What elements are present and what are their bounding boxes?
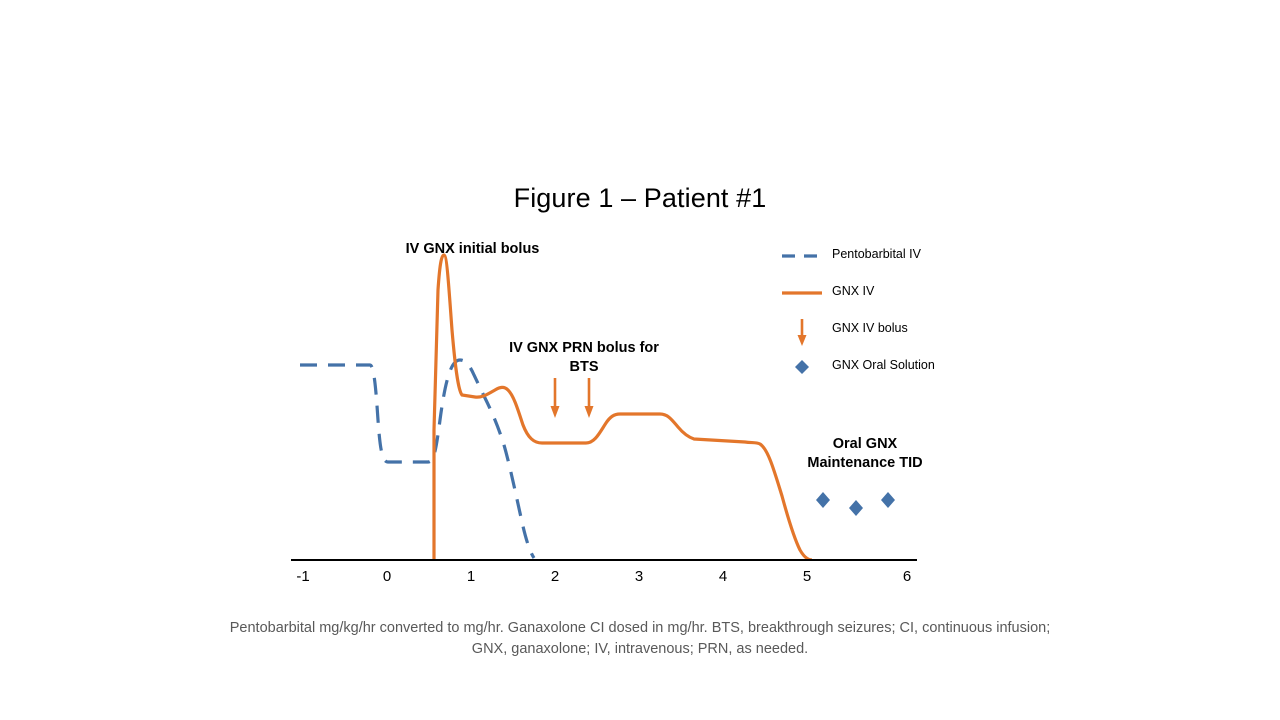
x-tick-label: 1 [466, 568, 476, 585]
legend-item-gnx-iv-bolus [780, 318, 980, 355]
x-tick-label: 0 [382, 568, 392, 585]
diamond-icon [780, 355, 824, 379]
gnx-iv-bolus-arrow-1 [551, 378, 560, 418]
x-tick-label: 5 [802, 568, 812, 585]
x-tick-label: -1 [296, 568, 310, 585]
legend-label: GNX Oral Solution [832, 358, 935, 372]
gnx-iv-bolus-arrow-2 [585, 378, 594, 418]
legend-label: GNX IV bolus [832, 321, 908, 335]
legend-item-pentobarbital-iv [780, 244, 980, 281]
x-tick-label: 4 [718, 568, 728, 585]
chart-legend [780, 244, 980, 392]
down-arrow-icon [780, 318, 824, 342]
x-tick-label: 2 [550, 568, 560, 585]
figure-caption: Pentobarbital mg/kg/hr converted to mg/hr. Ganaxolone CI dosed in mg/hr. BTS, breakthrough seizures; CI, continuous infusion; GNX, ganaxolone; IV, intravenous; PRN, as needed. [229, 620, 1051, 658]
gnx-oral-solution-markers [816, 492, 895, 516]
solid-line-icon [780, 281, 824, 305]
dashed-line-icon [780, 244, 824, 268]
annotation-iv-gnx-initial-bolus: IV GNX initial bolus [405, 241, 540, 257]
annotation-iv-gnx-prn-bolus: IV GNX PRN bolus for BTS [509, 340, 659, 375]
annotation-oral-gnx-maintenance: Oral GNX Maintenance TID [807, 436, 923, 471]
x-axis-tick-labels [291, 568, 917, 592]
x-axis-line [291, 559, 917, 561]
x-tick-label: 3 [634, 568, 644, 585]
page-title: Figure 1 – Patient #1 [513, 183, 767, 213]
x-tick-label: 6 [902, 568, 912, 585]
legend-label: GNX IV [832, 284, 875, 298]
legend-label: Pentobarbital IV [832, 247, 921, 261]
legend-item-gnx-oral-solution [780, 355, 980, 392]
legend-item-gnx-iv [780, 281, 980, 318]
